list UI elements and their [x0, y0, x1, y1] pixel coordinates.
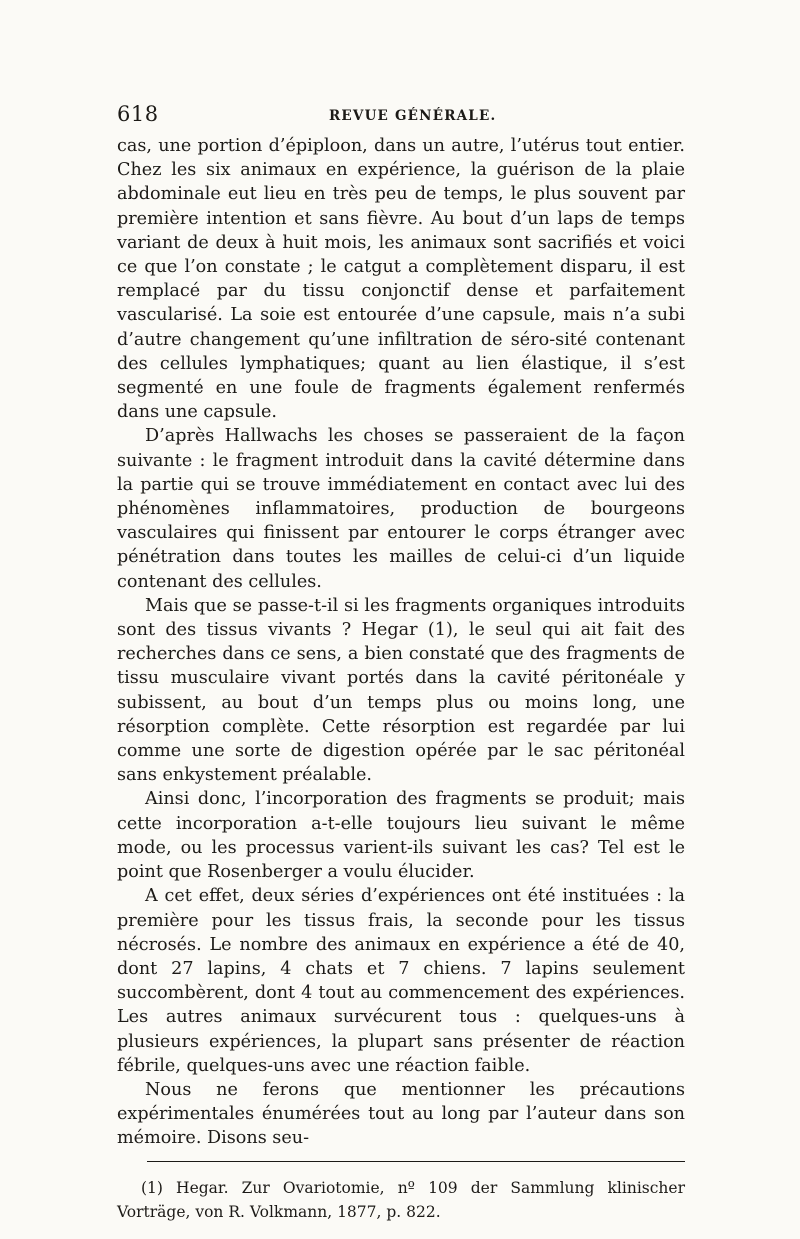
paragraph-precautions: Nous ne ferons que mentionner les précautions expérimentales énumérées tout au long par l’auteur dans son mémoire. Disons seu- — [117, 1079, 685, 1149]
footnote: (1) Hegar. Zur Ovariotomie, nº 109 der Sammlung klinischer Vorträge, von R. Volkmann, 1877, p. 822. — [117, 1178, 685, 1221]
footnote-rule — [147, 1161, 685, 1162]
page-number: 618 — [117, 102, 159, 126]
page-header — [117, 100, 685, 134]
paragraph-continuation: cas, une portion d’épiploon, dans un autre, l’utérus tout entier. Chez les six animaux en expérience, la guérison de la plaie abdominale eut lieu en très peu de temps, le plus souvent par première intention et sans fièvre. Au bout d’un laps de temps variant de deux à huit mois, les animaux sont sacrifiés et voici ce que l’on constate ; le catgut a complètement disparu, il est remplacé par du tissu conjonctif dense et parfaitement vascularisé. La soie est entourée d’une capsule, mais n’a subi d’autre changement qu’une infiltration de séro-sité contenant des cellules lymphatiques; quant au lien élastique, il s’est segmenté en une foule de fragments également renfermés dans une capsule. — [117, 136, 685, 423]
paragraph-experiments: A cet effet, deux séries d’expériences ont été instituées : la première pour les tissus frais, la seconde pour les tissus nécrosés. Le nombre des animaux en expérience a été de 40, dont 27 lapins, 4 chats et 7 chiens. 7 lapins seulement succombèrent, dont 4 tout au commencement des expériences. Les autres animaux survécurent tous : quelques-uns à plusieurs expériences, la plupart sans présenter de réaction fébrile, quelques-uns avec une réaction faible. — [117, 886, 685, 1076]
paragraph-hegar: Mais que se passe-t-il si les fragments organiques introduits sont des tissus vivants ? Hegar (1), le seul qui ait fait des recherches dans ce sens, a bien constaté que des fragments de tissu musculaire vivant portés dans la cavité péritonéale y subissent, au bout d’un temps plus ou moins long, une résorption complète. Cette résorption est regardée par lui comme une sorte de digestion opérée par le sac péritonéal sans enkystement préalable. — [117, 595, 685, 786]
running-title: REVUE GÉNÉRALE. — [329, 108, 497, 124]
page — [117, 100, 685, 1239]
paragraph-rosenberger: Ainsi donc, l’incorporation des fragments se produit; mais cette incorporation a-t-elle toujours lieu suivant le même mode, ou les processus varient-ils suivant les cas? Tel est le point que Rosenberger a voulu élucider. — [117, 789, 685, 883]
paragraph-hallwachs: D’après Hallwachs les choses se passeraient de la façon suivante : le fragment introduit dans la cavité détermine dans la partie qui se trouve immédiatement en contact avec lui des phénomènes inflammatoires, production de bourgeons vasculaires qui finissent par entourer le corps étranger avec pénétration dans toutes les mailles de celui-ci d’un liquide contenant des cellules. — [117, 426, 685, 592]
body-text — [117, 134, 685, 1151]
